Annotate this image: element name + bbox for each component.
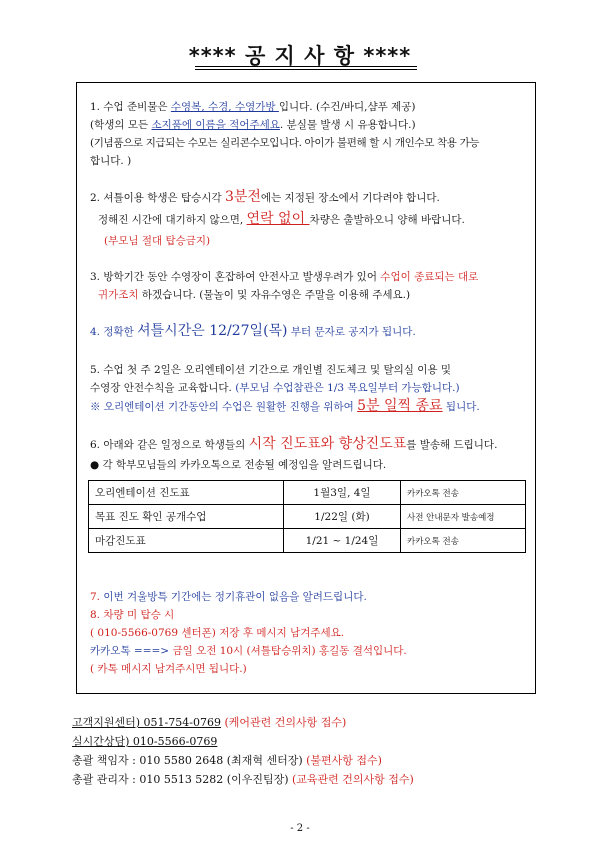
table-row <box>89 529 526 553</box>
section-2-line-2: 정해진 시간에 대기하지 않으면, 연락 없이 차량은 출발하오니 양해 바랍니다. <box>98 211 465 227</box>
section-7-line-1: 7. 이번 겨울방특 기간에는 정기휴관이 없음을 알려드립니다. <box>90 591 367 603</box>
page-number: - 2 - <box>290 823 310 834</box>
schedule-note: 사전 안내문자 발송예정 <box>401 505 526 529</box>
section-8-line-4: ( 카톡 메시지 남겨주시면 됩니다.) <box>90 663 247 675</box>
section-6-line-1: 6. 아래와 같은 일정으로 학생들의 시작 진도표와 향상진도표를 발송해 드립니다. <box>90 436 498 452</box>
shuttle-date-emphasis: 셔틀시간은 12/27일(목) <box>137 323 288 339</box>
section-1-line-4: 합니다. ) <box>90 155 132 167</box>
section-8-line-2: ( 010-5566-0769 센터폰) 저장 후 메시지 남겨주세요. <box>90 627 345 639</box>
schedule-item: 목표 진도 확인 공개수업 <box>89 505 284 529</box>
manager-1-line: 총괄 책임자 : 010 5580 2648 (최재혁 센터장) (불편사항 접수) <box>72 754 382 767</box>
title-rule-bottom <box>195 69 417 70</box>
schedule-date: 1/21 ~ 1/24일 <box>284 529 401 553</box>
customer-support-line: 고객지원센터) 051-754-0769 (케어관련 건의사항 접수) <box>72 716 347 729</box>
realtime-consult-line: 실시간상담) 010-5566-0769 <box>72 735 218 748</box>
schedule-date: 1/22일 (화) <box>284 505 401 529</box>
schedule-note: 카카오톡 전송 <box>401 481 526 505</box>
schedule-item: 오리엔테이션 진도표 <box>89 481 284 505</box>
section-8-line-3: 카카오톡 ===> 금일 오전 10시 (셔틀탑승위치) 홍길동 결석입니다. <box>90 645 407 657</box>
section-1-line-3: (기념품으로 지급되는 수모는 실리콘수모입니다. 아이가 불편해 할 시 개인수모 착용 가능 <box>90 137 480 149</box>
title-rule-top <box>195 66 417 67</box>
section-8-line-1: 8. 차량 미 탑승 시 <box>90 609 175 621</box>
section-5-line-1: 5. 수업 첫 주 2일은 오리엔테이션 기간으로 개인별 진도체크 및 탈의실 이용 및 <box>90 364 452 376</box>
section-6-line-2: ● 각 학부모님들의 카카오톡으로 전송될 예정임을 알려드립니다. <box>90 459 387 471</box>
schedule-table <box>88 480 526 553</box>
section-5-line-3: ※ 오리엔테이션 기간동안의 수업은 원활한 진행을 위하여 5분 일찍 종료 됩니다. <box>90 398 480 414</box>
schedule-item: 마감진도표 <box>89 529 284 553</box>
table-row <box>89 505 526 529</box>
section-3-line-1: 3. 방학기간 동안 수영장이 혼잡하여 안전사고 발생우려가 있어 수업이 종료되는 대로 <box>90 271 479 283</box>
section-1-line-2: (학생의 모든 소지품에 이름을 적어주세요. 분실물 발생 시 유용합니다.) <box>90 119 416 131</box>
supplies-list: 수영복, 수경, 수영가방 <box>170 101 279 113</box>
manager-2-line: 총괄 관리자 : 010 5513 5282 (이우진팀장) (교육관련 건의사항 접수) <box>72 773 414 786</box>
arrival-time-emphasis: 3분전 <box>224 189 261 205</box>
section-4-line-1: 4. 정확한 셔틀시간은 12/27일(목) 부터 문자로 공지가 됩니다. <box>90 323 416 339</box>
section-1-line-1: 1. 수업 준비물은 수영복, 수경, 수영가방 입니다. (수건/바디,샴푸 제공) <box>90 101 416 113</box>
schedule-date: 1월3일, 4일 <box>284 481 401 505</box>
section-2-line-1: 2. 셔틀이용 학생은 탑승시각 3분전에는 지정된 장소에서 기다려야 합니다. <box>90 189 440 205</box>
table-row <box>89 481 526 505</box>
section-5-line-2: 수영장 안전수칙을 교육합니다. (부모님 수업참관은 1/3 목요일부터 가능합니다.) <box>90 382 460 394</box>
page-title: **** 공 지 사 항 **** <box>188 44 412 68</box>
section-2-line-3: (부모님 절대 탑승금지) <box>104 235 211 247</box>
section-3-line-2: 귀가조치 하겠습니다. (물놀이 및 자유수영은 주말을 이용해 주세요.) <box>98 289 411 301</box>
schedule-note: 카카오톡 전송 <box>401 529 526 553</box>
progress-report-emphasis: 시작 진도표와 향상진도표 <box>248 436 407 452</box>
